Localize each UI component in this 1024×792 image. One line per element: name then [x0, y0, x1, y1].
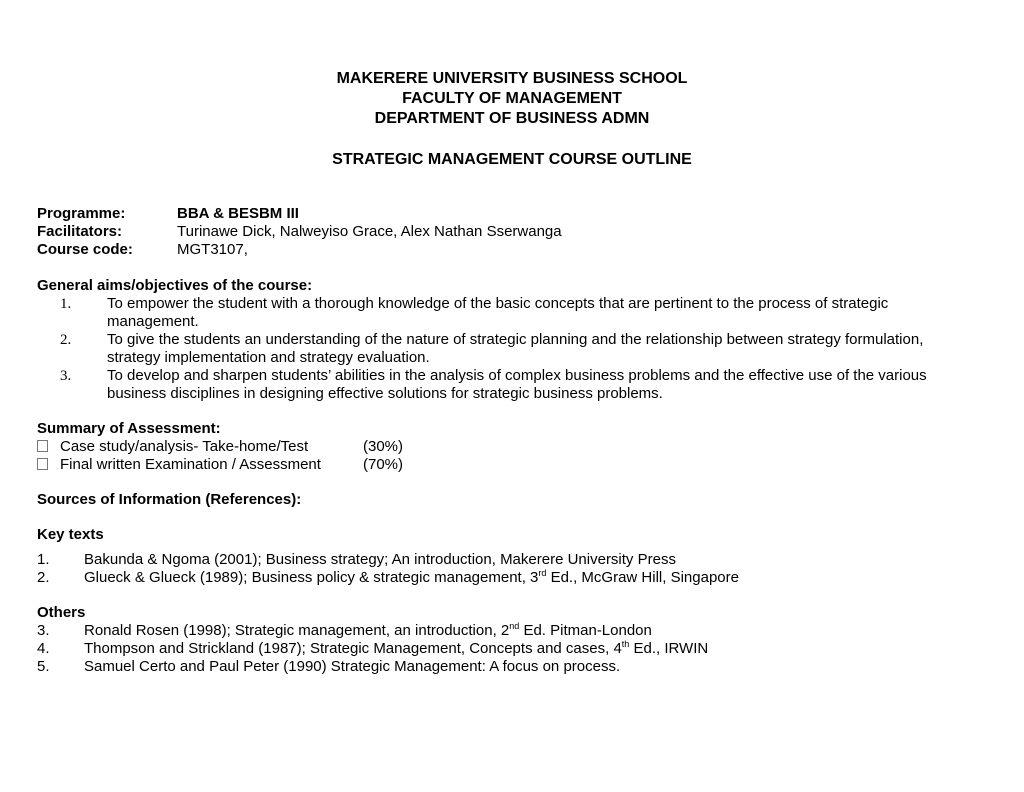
programme-row [37, 205, 299, 223]
document-header [0, 69, 1024, 129]
assessment-heading: Summary of Assessment: [37, 420, 221, 437]
assessment-item [37, 438, 308, 456]
facilitators-row [37, 223, 562, 241]
programme-label: Programme: [37, 205, 126, 222]
course-code-label: Course code: [37, 241, 133, 258]
course-code-row [37, 241, 248, 259]
document-title: STRATEGIC MANAGEMENT COURSE OUTLINE [332, 151, 692, 168]
reference-number: 2. [37, 569, 50, 586]
course-code-value: MGT3107, [177, 241, 248, 258]
university-name: MAKERERE UNIVERSITY BUSINESS SCHOOL [336, 70, 688, 87]
faculty-name: FACULTY OF MANAGEMENT [402, 90, 622, 107]
assessment-weight: (70%) [363, 456, 404, 473]
department-name: DEPARTMENT OF BUSINESS ADMN [374, 110, 650, 127]
aims-heading: General aims/objectives of the course: [37, 277, 313, 294]
reference-text: Ronald Rosen (1998); Strategic management, an introduction, 2nd Ed. Pitman-London [84, 621, 652, 639]
facilitators-value: Turinawe Dick, Nalweyiso Grace, Alex Nathan Sserwanga [177, 223, 562, 240]
aims-item-text: To give the students an understanding of the nature of strategic planning and the relationship between strategy formulation, strategy implementation and strategy evaluation. [107, 331, 924, 366]
key-texts-heading: Key texts [37, 526, 104, 543]
assessment-item [37, 456, 321, 474]
reference-number: 5. [37, 658, 50, 675]
reference-number: 4. [37, 640, 50, 657]
programme-value: BBA & BESBM III [177, 205, 299, 222]
reference-text: Thompson and Strickland (1987); Strategic Management, Concepts and cases, 4th Ed., IRWIN [84, 639, 709, 657]
reference-text: Bakunda & Ngoma (2001); Business strategy; An introduction, Makerere University Press [84, 551, 676, 568]
facilitators-label: Facilitators: [37, 223, 123, 240]
assessment-label: Final written Examination / Assessment [60, 456, 321, 473]
aims-item-number: 2. [60, 332, 72, 348]
sources-heading: Sources of Information (References): [37, 491, 302, 508]
aims-item-number: 1. [60, 296, 72, 312]
reference-number: 1. [37, 551, 50, 568]
reference-text: Samuel Certo and Paul Peter (1990) Strategic Management: A focus on process. [84, 658, 621, 675]
bullet-box-icon [37, 440, 48, 452]
aims-item-number: 3. [60, 368, 72, 384]
others-heading: Others [37, 604, 86, 621]
aims-item-text: To empower the student with a thorough knowledge of the basic concepts that are pertinent to the process of strategic management. [107, 295, 889, 330]
assessment-label: Case study/analysis- Take-home/Test [60, 438, 309, 455]
aims-item-text: To develop and sharpen students’ abilities in the analysis of complex business problems and the effective use of the various business disciplines in designing effective solutions for strategic business problems. [107, 367, 927, 402]
bullet-box-icon [37, 458, 48, 470]
assessment-weight: (30%) [363, 438, 404, 455]
reference-text: Glueck & Glueck (1989); Business policy & strategic management, 3rd Ed., McGraw Hill, Singapore [84, 568, 739, 586]
reference-number: 3. [37, 622, 50, 639]
